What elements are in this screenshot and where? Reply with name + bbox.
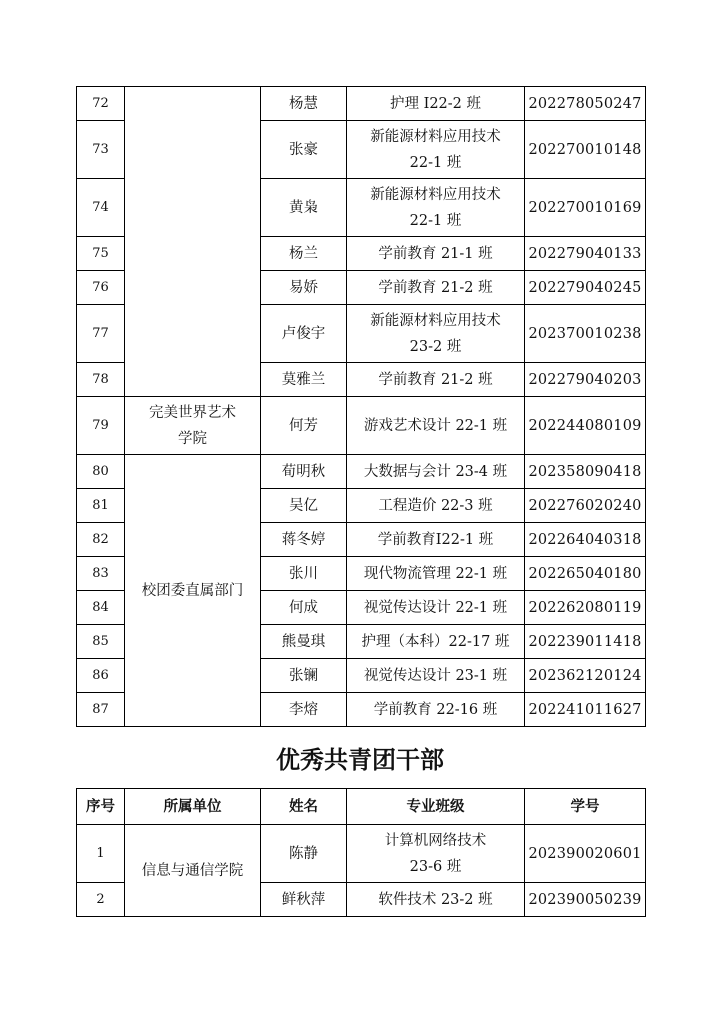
name-cell: 何芳 <box>261 397 347 455</box>
class-cell: 学前教育 21-2 班 <box>347 271 525 305</box>
class-cell <box>347 305 525 363</box>
student-id-cell: 202265040180 <box>525 557 646 591</box>
student-id-cell: 202241011627 <box>525 693 646 727</box>
class-cell: 学前教育 21-2 班 <box>347 363 525 397</box>
name-cell: 鲜秋萍 <box>261 883 347 917</box>
student-id-cell: 202244080109 <box>525 397 646 455</box>
section-title: 优秀共青团干部 <box>276 746 444 774</box>
seq-cell: 85 <box>77 625 125 659</box>
class-cell: 软件技术 23-2 班 <box>347 883 525 917</box>
student-id-cell: 202270010169 <box>525 179 646 237</box>
class-cell: 视觉传达设计 23-1 班 <box>347 659 525 693</box>
table-row <box>77 825 646 883</box>
class-cell: 护理 I22-2 班 <box>347 87 525 121</box>
class-cell: 视觉传达设计 22-1 班 <box>347 591 525 625</box>
seq-cell: 1 <box>77 825 125 883</box>
name-cell: 陈静 <box>261 825 347 883</box>
cadre-table <box>76 788 646 917</box>
student-id-cell: 202370010238 <box>525 305 646 363</box>
class-cell <box>347 179 525 237</box>
header-unit: 所属单位 <box>125 789 261 825</box>
seq-cell: 78 <box>77 363 125 397</box>
class-cell <box>347 121 525 179</box>
name-cell: 张豪 <box>261 121 347 179</box>
header-seq: 序号 <box>77 789 125 825</box>
seq-cell: 82 <box>77 523 125 557</box>
seq-cell: 76 <box>77 271 125 305</box>
unit-cell-blank <box>125 87 261 397</box>
class-cell: 学前教育Ⅰ22-1 班 <box>347 523 525 557</box>
student-id-cell: 202279040133 <box>525 237 646 271</box>
table-row <box>77 455 646 489</box>
seq-cell: 2 <box>77 883 125 917</box>
class-line: 新能源材料应用技术 <box>370 186 501 203</box>
unit-cell: 校团委直属部门 <box>125 455 261 727</box>
class-line: 新能源材料应用技术 <box>370 128 501 145</box>
name-cell: 吴亿 <box>261 489 347 523</box>
class-cell: 现代物流管理 22-1 班 <box>347 557 525 591</box>
student-id-cell: 202358090418 <box>525 455 646 489</box>
name-cell: 张川 <box>261 557 347 591</box>
name-cell: 黄枭 <box>261 179 347 237</box>
name-cell: 何成 <box>261 591 347 625</box>
class-line: 新能源材料应用技术 <box>370 312 501 329</box>
student-id-cell: 202264040318 <box>525 523 646 557</box>
award-table-continued <box>76 86 646 727</box>
seq-cell: 84 <box>77 591 125 625</box>
seq-cell: 83 <box>77 557 125 591</box>
class-line: 22-1 班 <box>409 212 462 229</box>
student-id-cell: 202390020601 <box>525 825 646 883</box>
unit-line: 完美世界艺术 <box>149 404 236 421</box>
class-line: 计算机网络技术 <box>384 832 487 849</box>
name-cell: 蒋冬婷 <box>261 523 347 557</box>
seq-cell: 77 <box>77 305 125 363</box>
student-id-cell: 202279040245 <box>525 271 646 305</box>
header-class: 专业班级 <box>347 789 525 825</box>
class-cell: 学前教育 22-16 班 <box>347 693 525 727</box>
student-id-cell: 202279040203 <box>525 363 646 397</box>
header-name: 姓名 <box>261 789 347 825</box>
table-row <box>77 397 646 455</box>
name-cell: 杨兰 <box>261 237 347 271</box>
student-id-cell: 202390050239 <box>525 883 646 917</box>
seq-cell: 79 <box>77 397 125 455</box>
student-id-cell: 202276020240 <box>525 489 646 523</box>
student-id-cell: 202270010148 <box>525 121 646 179</box>
class-cell <box>347 825 525 883</box>
class-cell: 游戏艺术设计 22-1 班 <box>347 397 525 455</box>
student-id-cell: 202278050247 <box>525 87 646 121</box>
name-cell: 张镧 <box>261 659 347 693</box>
name-cell: 李熔 <box>261 693 347 727</box>
unit-line: 学院 <box>178 430 207 447</box>
class-cell: 工程造价 22-3 班 <box>347 489 525 523</box>
class-cell: 护理（本科）22-17 班 <box>347 625 525 659</box>
seq-cell: 81 <box>77 489 125 523</box>
class-line: 23-2 班 <box>409 338 462 355</box>
name-cell: 卢俊宇 <box>261 305 347 363</box>
class-line: 23-6 班 <box>409 858 462 875</box>
seq-cell: 86 <box>77 659 125 693</box>
header-student-id: 学号 <box>525 789 646 825</box>
class-cell: 大数据与会计 23-4 班 <box>347 455 525 489</box>
class-line: 22-1 班 <box>409 154 462 171</box>
seq-cell: 73 <box>77 121 125 179</box>
student-id-cell: 202362120124 <box>525 659 646 693</box>
seq-cell: 87 <box>77 693 125 727</box>
name-cell: 莫雅兰 <box>261 363 347 397</box>
seq-cell: 72 <box>77 87 125 121</box>
unit-cell <box>125 397 261 455</box>
table-header-row <box>77 789 646 825</box>
name-cell: 易娇 <box>261 271 347 305</box>
name-cell: 荀明秋 <box>261 455 347 489</box>
seq-cell: 75 <box>77 237 125 271</box>
seq-cell: 74 <box>77 179 125 237</box>
student-id-cell: 202239011418 <box>525 625 646 659</box>
unit-cell: 信息与通信学院 <box>125 825 261 917</box>
seq-cell: 80 <box>77 455 125 489</box>
student-id-cell: 202262080119 <box>525 591 646 625</box>
class-cell: 学前教育 21-1 班 <box>347 237 525 271</box>
name-cell: 熊曼琪 <box>261 625 347 659</box>
name-cell: 杨慧 <box>261 87 347 121</box>
table-row <box>77 87 646 121</box>
